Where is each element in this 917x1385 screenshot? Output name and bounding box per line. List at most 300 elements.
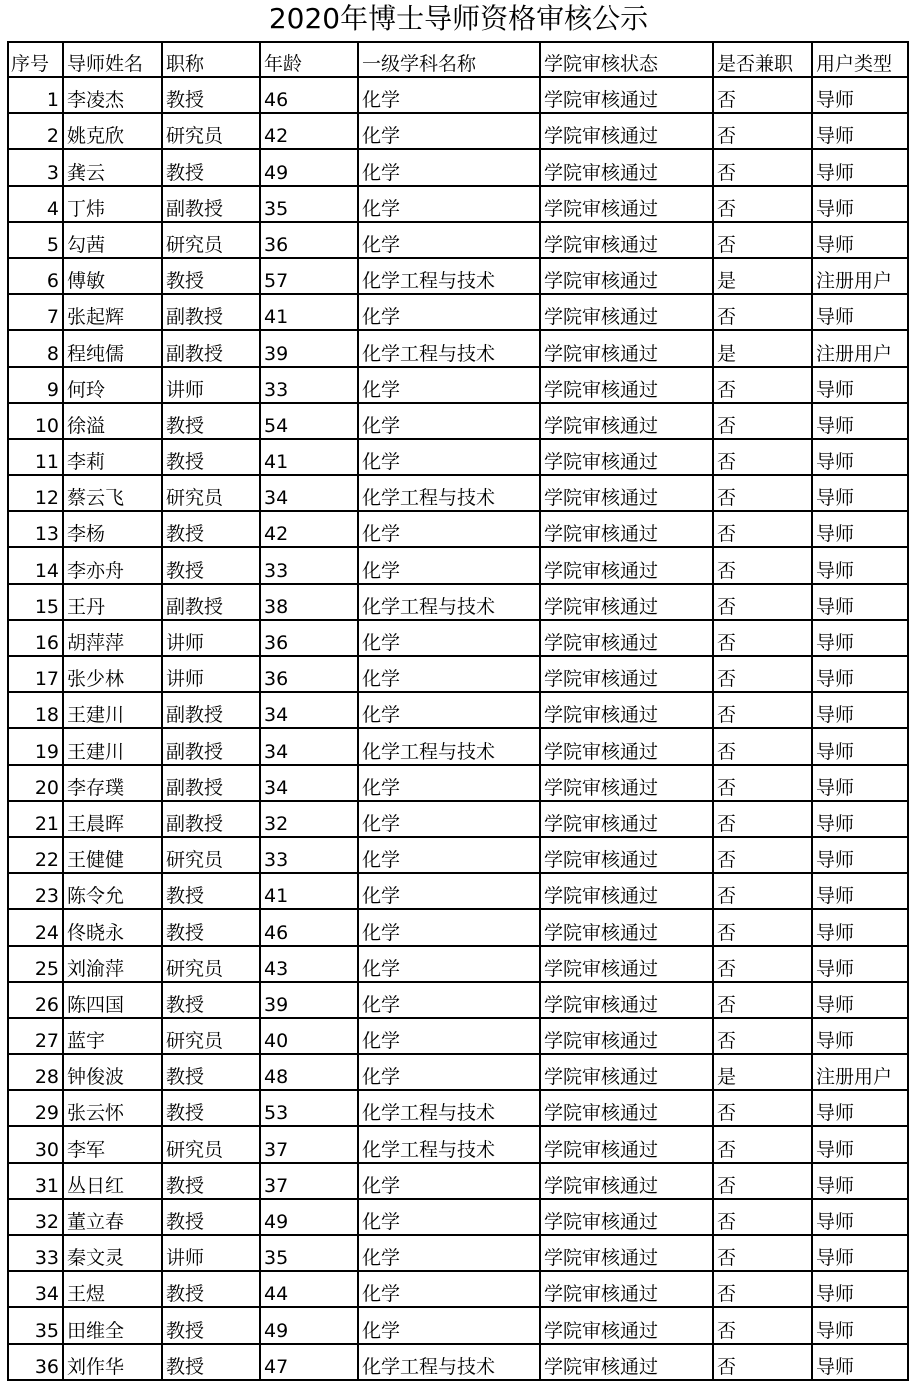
- age-cell: 49: [260, 1307, 358, 1343]
- name-cell: 程纯儒: [63, 330, 162, 366]
- title-cell: 研究员: [162, 946, 260, 982]
- table-row: [8, 330, 908, 366]
- parttime-cell: 否: [713, 837, 812, 873]
- col-age-header: 年龄: [260, 42, 358, 77]
- title-cell: 教授: [162, 439, 260, 475]
- name-cell: 董立春: [63, 1199, 162, 1235]
- usertype-cell: 导师: [812, 1090, 908, 1126]
- name-cell: 蔡云飞: [63, 475, 162, 511]
- name-cell: 张云怀: [63, 1090, 162, 1126]
- title-cell: 教授: [162, 909, 260, 945]
- advisor-table: [7, 41, 909, 1381]
- parttime-cell: 否: [713, 1199, 812, 1235]
- status-cell: 学院审核通过: [540, 1054, 713, 1090]
- status-cell: 学院审核通过: [540, 946, 713, 982]
- age-cell: 34: [260, 692, 358, 728]
- table-row: [8, 294, 908, 330]
- table-row: [8, 113, 908, 149]
- parttime-cell: 否: [713, 439, 812, 475]
- table-row: [8, 620, 908, 656]
- name-cell: 李存璞: [63, 765, 162, 801]
- name-cell: 佟晓永: [63, 909, 162, 945]
- age-cell: 34: [260, 475, 358, 511]
- name-cell: 张少林: [63, 656, 162, 692]
- age-cell: 57: [260, 258, 358, 294]
- status-cell: 学院审核通过: [540, 511, 713, 547]
- table-row: [8, 149, 908, 185]
- table-row: [8, 77, 908, 113]
- discipline-cell: 化学: [358, 873, 540, 909]
- status-cell: 学院审核通过: [540, 982, 713, 1018]
- discipline-cell: 化学: [358, 1163, 540, 1199]
- seq-cell: 2: [8, 113, 63, 149]
- discipline-cell: 化学: [358, 1271, 540, 1307]
- usertype-cell: 导师: [812, 873, 908, 909]
- status-cell: 学院审核通过: [540, 728, 713, 764]
- title-cell: 教授: [162, 1090, 260, 1126]
- parttime-cell: 否: [713, 1271, 812, 1307]
- table-row: [8, 222, 908, 258]
- status-cell: 学院审核通过: [540, 909, 713, 945]
- title-cell: 研究员: [162, 837, 260, 873]
- status-cell: 学院审核通过: [540, 77, 713, 113]
- usertype-cell: 导师: [812, 149, 908, 185]
- title-cell: 研究员: [162, 1018, 260, 1054]
- discipline-cell: 化学: [358, 1018, 540, 1054]
- parttime-cell: 否: [713, 1235, 812, 1271]
- title-cell: 副教授: [162, 584, 260, 620]
- name-cell: 龚云: [63, 149, 162, 185]
- title-cell: 教授: [162, 77, 260, 113]
- usertype-cell: 导师: [812, 475, 908, 511]
- status-cell: 学院审核通过: [540, 765, 713, 801]
- seq-cell: 35: [8, 1307, 63, 1343]
- table-row: [8, 1307, 908, 1343]
- name-cell: 钟俊波: [63, 1054, 162, 1090]
- parttime-cell: 否: [713, 946, 812, 982]
- usertype-cell: 导师: [812, 620, 908, 656]
- usertype-cell: 导师: [812, 186, 908, 222]
- usertype-cell: 注册用户: [812, 1054, 908, 1090]
- seq-cell: 31: [8, 1163, 63, 1199]
- title-cell: 副教授: [162, 765, 260, 801]
- status-cell: 学院审核通过: [540, 547, 713, 583]
- page-title: 2020年博士导师资格审核公示: [268, 2, 649, 35]
- name-cell: 姚克欣: [63, 113, 162, 149]
- parttime-cell: 否: [713, 547, 812, 583]
- name-cell: 徐溢: [63, 403, 162, 439]
- age-cell: 37: [260, 1126, 358, 1162]
- name-cell: 刘作华: [63, 1344, 162, 1380]
- name-cell: 王晨晖: [63, 801, 162, 837]
- usertype-cell: 导师: [812, 294, 908, 330]
- age-cell: 39: [260, 330, 358, 366]
- status-cell: 学院审核通过: [540, 692, 713, 728]
- discipline-cell: 化学: [358, 909, 540, 945]
- table-row: [8, 547, 908, 583]
- discipline-cell: 化学工程与技术: [358, 258, 540, 294]
- discipline-cell: 化学: [358, 511, 540, 547]
- col-status-header: 学院审核状态: [540, 42, 713, 77]
- discipline-cell: 化学: [358, 1054, 540, 1090]
- seq-cell: 16: [8, 620, 63, 656]
- name-cell: 陈四国: [63, 982, 162, 1018]
- discipline-cell: 化学: [358, 1199, 540, 1235]
- status-cell: 学院审核通过: [540, 367, 713, 403]
- age-cell: 42: [260, 113, 358, 149]
- parttime-cell: 否: [713, 475, 812, 511]
- age-cell: 47: [260, 1344, 358, 1380]
- name-cell: 王建川: [63, 728, 162, 764]
- seq-cell: 17: [8, 656, 63, 692]
- table-row: [8, 1199, 908, 1235]
- name-cell: 勾茜: [63, 222, 162, 258]
- table-row: [8, 873, 908, 909]
- col-title-header: 职称: [162, 42, 260, 77]
- status-cell: 学院审核通过: [540, 656, 713, 692]
- discipline-cell: 化学: [358, 656, 540, 692]
- seq-cell: 8: [8, 330, 63, 366]
- seq-cell: 30: [8, 1126, 63, 1162]
- title-cell: 教授: [162, 258, 260, 294]
- parttime-cell: 否: [713, 656, 812, 692]
- col-seq-header: 序号: [8, 42, 63, 77]
- title-cell: 教授: [162, 1271, 260, 1307]
- status-cell: 学院审核通过: [540, 1126, 713, 1162]
- parttime-cell: 否: [713, 982, 812, 1018]
- age-cell: 41: [260, 873, 358, 909]
- parttime-cell: 否: [713, 294, 812, 330]
- status-cell: 学院审核通过: [540, 258, 713, 294]
- age-cell: 33: [260, 837, 358, 873]
- seq-cell: 22: [8, 837, 63, 873]
- usertype-cell: 导师: [812, 982, 908, 1018]
- title-cell: 副教授: [162, 186, 260, 222]
- usertype-cell: 导师: [812, 1307, 908, 1343]
- status-cell: 学院审核通过: [540, 584, 713, 620]
- age-cell: 41: [260, 439, 358, 475]
- title-cell: 讲师: [162, 656, 260, 692]
- name-cell: 何玲: [63, 367, 162, 403]
- title-cell: 教授: [162, 1307, 260, 1343]
- status-cell: 学院审核通过: [540, 403, 713, 439]
- title-cell: 教授: [162, 511, 260, 547]
- title-cell: 副教授: [162, 330, 260, 366]
- name-cell: 丁炜: [63, 186, 162, 222]
- usertype-cell: 导师: [812, 113, 908, 149]
- status-cell: 学院审核通过: [540, 1344, 713, 1380]
- discipline-cell: 化学: [358, 837, 540, 873]
- status-cell: 学院审核通过: [540, 439, 713, 475]
- seq-cell: 9: [8, 367, 63, 403]
- discipline-cell: 化学: [358, 547, 540, 583]
- seq-cell: 11: [8, 439, 63, 475]
- discipline-cell: 化学: [358, 403, 540, 439]
- age-cell: 54: [260, 403, 358, 439]
- discipline-cell: 化学: [358, 149, 540, 185]
- title-cell: 副教授: [162, 692, 260, 728]
- usertype-cell: 导师: [812, 584, 908, 620]
- usertype-cell: 导师: [812, 367, 908, 403]
- col-name-header: 导师姓名: [63, 42, 162, 77]
- parttime-cell: 否: [713, 222, 812, 258]
- title-cell: 副教授: [162, 294, 260, 330]
- discipline-cell: 化学: [358, 1307, 540, 1343]
- age-cell: 34: [260, 765, 358, 801]
- table-row: [8, 1054, 908, 1090]
- usertype-cell: 导师: [812, 837, 908, 873]
- usertype-cell: 导师: [812, 222, 908, 258]
- age-cell: 38: [260, 584, 358, 620]
- age-cell: 36: [260, 656, 358, 692]
- age-cell: 35: [260, 186, 358, 222]
- age-cell: 34: [260, 728, 358, 764]
- seq-cell: 19: [8, 728, 63, 764]
- discipline-cell: 化学: [358, 946, 540, 982]
- parttime-cell: 否: [713, 909, 812, 945]
- age-cell: 49: [260, 1199, 358, 1235]
- seq-cell: 15: [8, 584, 63, 620]
- table-row: [8, 909, 908, 945]
- title-cell: 教授: [162, 873, 260, 909]
- seq-cell: 21: [8, 801, 63, 837]
- parttime-cell: 否: [713, 1090, 812, 1126]
- table-row: [8, 186, 908, 222]
- col-discipline-header: 一级学科名称: [358, 42, 540, 77]
- title-cell: 研究员: [162, 1126, 260, 1162]
- name-cell: 秦文灵: [63, 1235, 162, 1271]
- name-cell: 刘渝萍: [63, 946, 162, 982]
- seq-cell: 5: [8, 222, 63, 258]
- title-cell: 教授: [162, 1344, 260, 1380]
- table-row: [8, 1235, 908, 1271]
- status-cell: 学院审核通过: [540, 294, 713, 330]
- usertype-cell: 导师: [812, 946, 908, 982]
- age-cell: 33: [260, 367, 358, 403]
- parttime-cell: 否: [713, 403, 812, 439]
- name-cell: 王煜: [63, 1271, 162, 1307]
- table-row: [8, 837, 908, 873]
- status-cell: 学院审核通过: [540, 186, 713, 222]
- parttime-cell: 否: [713, 873, 812, 909]
- status-cell: 学院审核通过: [540, 1235, 713, 1271]
- name-cell: 张起辉: [63, 294, 162, 330]
- discipline-cell: 化学: [358, 294, 540, 330]
- title-cell: 讲师: [162, 620, 260, 656]
- discipline-cell: 化学: [358, 367, 540, 403]
- usertype-cell: 导师: [812, 728, 908, 764]
- parttime-cell: 否: [713, 801, 812, 837]
- seq-cell: 34: [8, 1271, 63, 1307]
- name-cell: 李亦舟: [63, 547, 162, 583]
- parttime-cell: 是: [713, 330, 812, 366]
- usertype-cell: 导师: [812, 547, 908, 583]
- usertype-cell: 导师: [812, 1271, 908, 1307]
- name-cell: 李杨: [63, 511, 162, 547]
- discipline-cell: 化学工程与技术: [358, 1126, 540, 1162]
- parttime-cell: 否: [713, 1018, 812, 1054]
- table-row: [8, 728, 908, 764]
- usertype-cell: 导师: [812, 1163, 908, 1199]
- name-cell: 王建川: [63, 692, 162, 728]
- seq-cell: 23: [8, 873, 63, 909]
- age-cell: 35: [260, 1235, 358, 1271]
- parttime-cell: 否: [713, 149, 812, 185]
- age-cell: 53: [260, 1090, 358, 1126]
- status-cell: 学院审核通过: [540, 620, 713, 656]
- age-cell: 36: [260, 620, 358, 656]
- usertype-cell: 注册用户: [812, 330, 908, 366]
- age-cell: 37: [260, 1163, 358, 1199]
- title-cell: 教授: [162, 403, 260, 439]
- discipline-cell: 化学: [358, 439, 540, 475]
- usertype-cell: 导师: [812, 1199, 908, 1235]
- seq-cell: 18: [8, 692, 63, 728]
- seq-cell: 36: [8, 1344, 63, 1380]
- title-cell: 讲师: [162, 367, 260, 403]
- title-cell: 教授: [162, 547, 260, 583]
- title-cell: 教授: [162, 1199, 260, 1235]
- seq-cell: 28: [8, 1054, 63, 1090]
- status-cell: 学院审核通过: [540, 1090, 713, 1126]
- status-cell: 学院审核通过: [540, 1018, 713, 1054]
- table-row: [8, 367, 908, 403]
- name-cell: 王健健: [63, 837, 162, 873]
- discipline-cell: 化学: [358, 1235, 540, 1271]
- discipline-cell: 化学工程与技术: [358, 330, 540, 366]
- parttime-cell: 否: [713, 1344, 812, 1380]
- usertype-cell: 导师: [812, 403, 908, 439]
- age-cell: 48: [260, 1054, 358, 1090]
- age-cell: 44: [260, 1271, 358, 1307]
- parttime-cell: 否: [713, 186, 812, 222]
- age-cell: 33: [260, 547, 358, 583]
- usertype-cell: 导师: [812, 1018, 908, 1054]
- name-cell: 傅敏: [63, 258, 162, 294]
- parttime-cell: 否: [713, 728, 812, 764]
- title-cell: 讲师: [162, 1235, 260, 1271]
- name-cell: 陈令允: [63, 873, 162, 909]
- discipline-cell: 化学: [358, 765, 540, 801]
- age-cell: 32: [260, 801, 358, 837]
- usertype-cell: 导师: [812, 801, 908, 837]
- discipline-cell: 化学工程与技术: [358, 1090, 540, 1126]
- age-cell: 43: [260, 946, 358, 982]
- usertype-cell: 导师: [812, 439, 908, 475]
- seq-cell: 7: [8, 294, 63, 330]
- table-row: [8, 1018, 908, 1054]
- table-row: [8, 439, 908, 475]
- usertype-cell: 导师: [812, 511, 908, 547]
- name-cell: 李莉: [63, 439, 162, 475]
- discipline-cell: 化学: [358, 801, 540, 837]
- parttime-cell: 否: [713, 1307, 812, 1343]
- status-cell: 学院审核通过: [540, 113, 713, 149]
- title-cell: 教授: [162, 149, 260, 185]
- parttime-cell: 否: [713, 1163, 812, 1199]
- parttime-cell: 否: [713, 1126, 812, 1162]
- discipline-cell: 化学: [358, 692, 540, 728]
- parttime-cell: 否: [713, 77, 812, 113]
- table-row: [8, 1271, 908, 1307]
- discipline-cell: 化学工程与技术: [358, 475, 540, 511]
- seq-cell: 32: [8, 1199, 63, 1235]
- parttime-cell: 否: [713, 620, 812, 656]
- title-cell: 副教授: [162, 728, 260, 764]
- title-cell: 教授: [162, 982, 260, 1018]
- table-row: [8, 1163, 908, 1199]
- age-cell: 40: [260, 1018, 358, 1054]
- title-cell: 研究员: [162, 222, 260, 258]
- table-row: [8, 584, 908, 620]
- status-cell: 学院审核通过: [540, 873, 713, 909]
- status-cell: 学院审核通过: [540, 837, 713, 873]
- usertype-cell: 导师: [812, 765, 908, 801]
- name-cell: 胡萍萍: [63, 620, 162, 656]
- table-row: [8, 982, 908, 1018]
- table-row: [8, 692, 908, 728]
- seq-cell: 14: [8, 547, 63, 583]
- seq-cell: 10: [8, 403, 63, 439]
- age-cell: 39: [260, 982, 358, 1018]
- age-cell: 49: [260, 149, 358, 185]
- parttime-cell: 否: [713, 113, 812, 149]
- table-row: [8, 946, 908, 982]
- age-cell: 36: [260, 222, 358, 258]
- age-cell: 46: [260, 909, 358, 945]
- table-row: [8, 1344, 908, 1380]
- seq-cell: 20: [8, 765, 63, 801]
- parttime-cell: 否: [713, 765, 812, 801]
- status-cell: 学院审核通过: [540, 475, 713, 511]
- table-row: [8, 403, 908, 439]
- name-cell: 王丹: [63, 584, 162, 620]
- table-row: [8, 1126, 908, 1162]
- status-cell: 学院审核通过: [540, 1199, 713, 1235]
- age-cell: 46: [260, 77, 358, 113]
- seq-cell: 4: [8, 186, 63, 222]
- seq-cell: 1: [8, 77, 63, 113]
- title-cell: 教授: [162, 1054, 260, 1090]
- col-usertype-header: 用户类型: [812, 42, 908, 77]
- title-cell: 研究员: [162, 475, 260, 511]
- age-cell: 41: [260, 294, 358, 330]
- parttime-cell: 是: [713, 258, 812, 294]
- usertype-cell: 注册用户: [812, 258, 908, 294]
- discipline-cell: 化学: [358, 77, 540, 113]
- age-cell: 42: [260, 511, 358, 547]
- usertype-cell: 导师: [812, 656, 908, 692]
- table-row: [8, 511, 908, 547]
- title-cell: 教授: [162, 1163, 260, 1199]
- name-cell: 田维全: [63, 1307, 162, 1343]
- table-row: [8, 475, 908, 511]
- seq-cell: 25: [8, 946, 63, 982]
- status-cell: 学院审核通过: [540, 1163, 713, 1199]
- name-cell: 丛日红: [63, 1163, 162, 1199]
- status-cell: 学院审核通过: [540, 149, 713, 185]
- seq-cell: 13: [8, 511, 63, 547]
- name-cell: 李军: [63, 1126, 162, 1162]
- discipline-cell: 化学: [358, 222, 540, 258]
- discipline-cell: 化学: [358, 186, 540, 222]
- table-row: [8, 765, 908, 801]
- seq-cell: 12: [8, 475, 63, 511]
- status-cell: 学院审核通过: [540, 801, 713, 837]
- discipline-cell: 化学: [358, 982, 540, 1018]
- usertype-cell: 导师: [812, 1344, 908, 1380]
- usertype-cell: 导师: [812, 77, 908, 113]
